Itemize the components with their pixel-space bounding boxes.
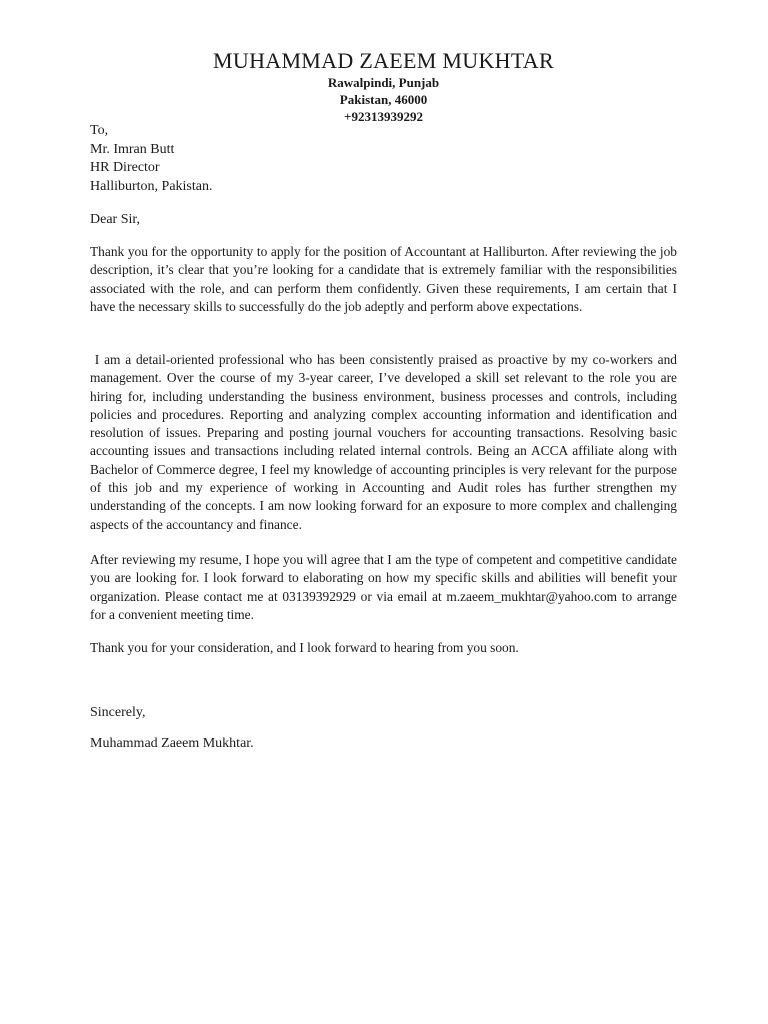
closing: Sincerely, [90,705,146,720]
sender-phone: +92313939292 [344,109,423,124]
body-paragraph-4: Thank you for your consideration, and I look forward to hearing from you soon. [90,640,519,655]
sender-country: Pakistan, 46000 [339,92,428,107]
sender-name: MUHAMMAD ZAEEM MUKHTAR [213,48,554,73]
recipient-company: Halliburton, Pakistan. [90,178,213,194]
recipient-name: Mr. Imran Butt [90,141,175,157]
salutation: Dear Sir, [90,212,140,227]
recipient-block [90,122,213,196]
letterhead [90,48,677,125]
body-paragraph-3: After reviewing my resume, I hope you will agree that I am the type of competent and competitive candidate you are looking for. I look forward to elaborating on how my specific skills and abilities will benefit your organization. Please contact me at 03139392929 or via email at m.zaeem_mukhtar@yahoo.com to arrange for a convenient meeting time. [90,552,677,622]
body-paragraph-2: I am a detail-oriented professional who has been consistently praised as proactive by my co-workers and management. Over the course of my 3-year career, I’ve developed a skill set relevant to the role you are hiring for, including understanding the business environment, business processes and controls, including policies and procedures. Reporting and analyzing complex accounting information and identification and resolution of issues. Preparing and posting journal vouchers for accounting transactions. Resolving basic accounting issues and transactions including related internal controls. Being an ACCA affiliate along with Bachelor of Commerce degree, I feel my knowledge of accounting principles is very relevant for the purpose of this job and my experience of working in Accounting and Audit roles has further strengthen my understanding of the concepts. I am now looking forward for an exposure to more complex and challenging aspects of the accountancy and finance. [90,352,677,532]
recipient-to: To, [90,123,109,138]
recipient-title: HR Director [90,160,160,175]
body-paragraph-1: Thank you for the opportunity to apply for the position of Accountant at Halliburton. After reviewing the job description, it’s clear that you’re looking for a candidate that is extremely familiar with the responsibilities associated with the role, and can perform them confidently. Given these requirements, I am certain that I have the necessary skills to successfully do the job adeptly and perform above expectations. [90,244,677,314]
signature-name: Muhammad Zaeem Mukhtar. [90,736,254,751]
sender-city: Rawalpindi, Punjab [327,75,440,90]
